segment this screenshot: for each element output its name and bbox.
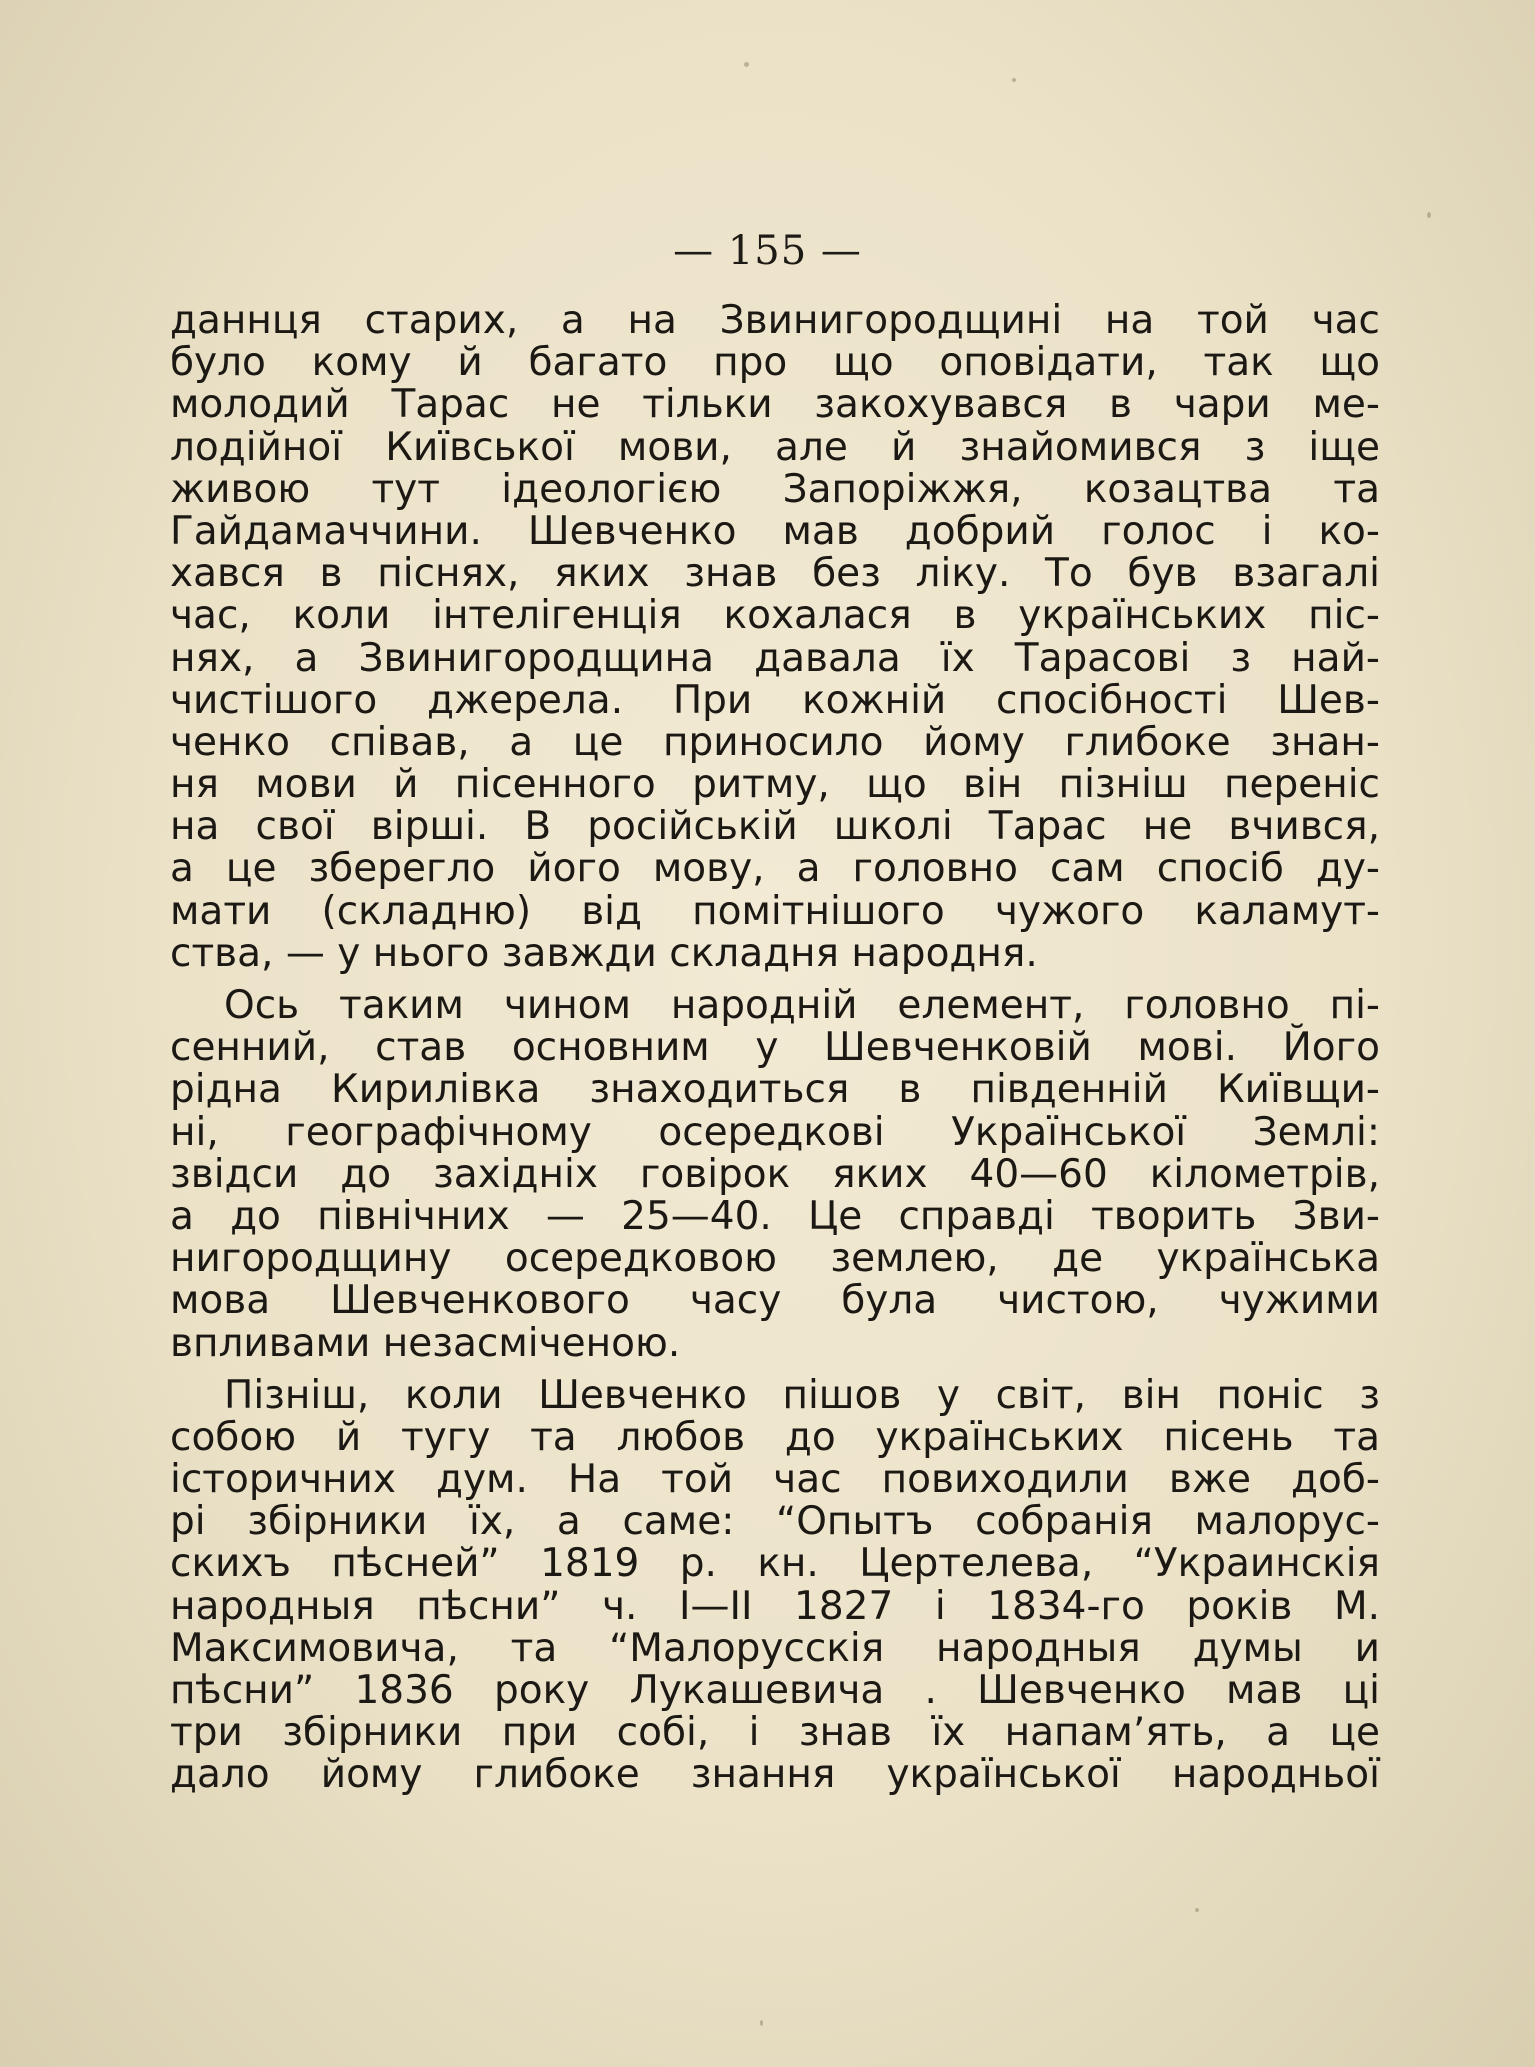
text-line: хався в піснях, яких знав без ліку. То був взагалі <box>170 551 1380 597</box>
text-line: Ось таким чином народній елемент, головно пі- <box>224 983 1380 1028</box>
text-line: дало йому глибоке знання української народньої <box>170 1752 1380 1798</box>
page-number: — 155 — <box>673 228 862 274</box>
paper-speck <box>760 2020 763 2026</box>
paper-speck <box>1012 78 1016 82</box>
text-line: ні, географічному осередкові Української Землі: <box>170 1109 1380 1155</box>
body-text <box>170 300 1380 1797</box>
text-line: мова Шевченкового часу була чистою, чужими <box>170 1278 1380 1324</box>
text-line: а до північних — 25—40. Це справді творить Зви- <box>170 1193 1380 1239</box>
text-line: народныя пѣсни” ч. I—II 1827 і 1834-го років М. <box>170 1583 1380 1629</box>
text-line: пѣсни” 1836 року Лукашевича . Шевченко мав ці <box>170 1668 1380 1713</box>
text-line: Гайдамаччини. Шевченко мав добрий голос і ко- <box>170 508 1380 554</box>
text-line: ченко співав, а це приносило йому глибоке знан- <box>170 719 1380 765</box>
text-line: час, коли інтелігенція кохалася в українських піс- <box>170 593 1380 639</box>
text-line: три збірники при собі, і знав їх напам’ять, а це <box>170 1710 1380 1756</box>
text-line: ня мови й пісенного ритму, що він пізніш переніс <box>170 762 1380 808</box>
text-line: мати (складню) від помітнішого чужого каламут- <box>170 888 1380 934</box>
text-line: рі збірники їх, а саме: “Опытъ собранія малорус- <box>170 1499 1380 1545</box>
text-line: лодійної Київської мови, але й знайомився з іще <box>170 424 1380 470</box>
paper-speck <box>1427 212 1431 218</box>
paragraph <box>170 985 1380 1365</box>
text-line: живою тут ідеологією Запоріжжя, козацтва та <box>170 466 1380 512</box>
text-line: а це зберегло його мову, а головно сам спосіб ду- <box>170 846 1380 892</box>
text-line: нигородщину осередковою землею, де українська <box>170 1236 1380 1282</box>
text-line: ства, — у нього завжди складня народня. <box>170 930 1038 976</box>
text-line: чистішого джерела. При кожній спосібності Шев- <box>170 677 1380 723</box>
paragraph <box>170 300 1380 975</box>
text-line: даннця старих, а на Звинигородщині на той час <box>170 298 1380 343</box>
text-line: було кому й багато про що оповідати, так що <box>170 340 1380 386</box>
paper-speck <box>744 62 749 67</box>
text-line: історичних дум. На той час повиходили вже доб- <box>170 1457 1380 1503</box>
paragraph <box>170 1372 1380 1798</box>
text-line: впливами незасміченою. <box>170 1320 681 1366</box>
text-line: собою й тугу та любов до українських пісень та <box>170 1414 1380 1460</box>
text-line: скихъ пѣсней” 1819 р. кн. Цертелева, “Украинскія <box>170 1541 1380 1587</box>
text-line: на свої вірші. В російській школі Тарас не вчився, <box>170 804 1380 850</box>
text-line: молодий Тарас не тільки закохувався в чари ме- <box>170 382 1380 428</box>
text-line: нях, а Звинигородщина давала їх Тарасові з най- <box>170 635 1380 681</box>
paper-speck <box>1195 1908 1199 1912</box>
text-line: Пізніш, коли Шевченко пішов у світ, він поніс з <box>224 1372 1380 1418</box>
text-line: рідна Кирилівка знаходиться в південній Київщи- <box>170 1067 1380 1113</box>
text-line: сенний, став основним у Шевченковій мові. Його <box>170 1025 1380 1071</box>
text-line: звідси до західніх говірок яких 40—60 кілометрів, <box>170 1151 1380 1197</box>
text-line: Максимовича, та “Малорусскія народныя думы и <box>170 1625 1380 1671</box>
